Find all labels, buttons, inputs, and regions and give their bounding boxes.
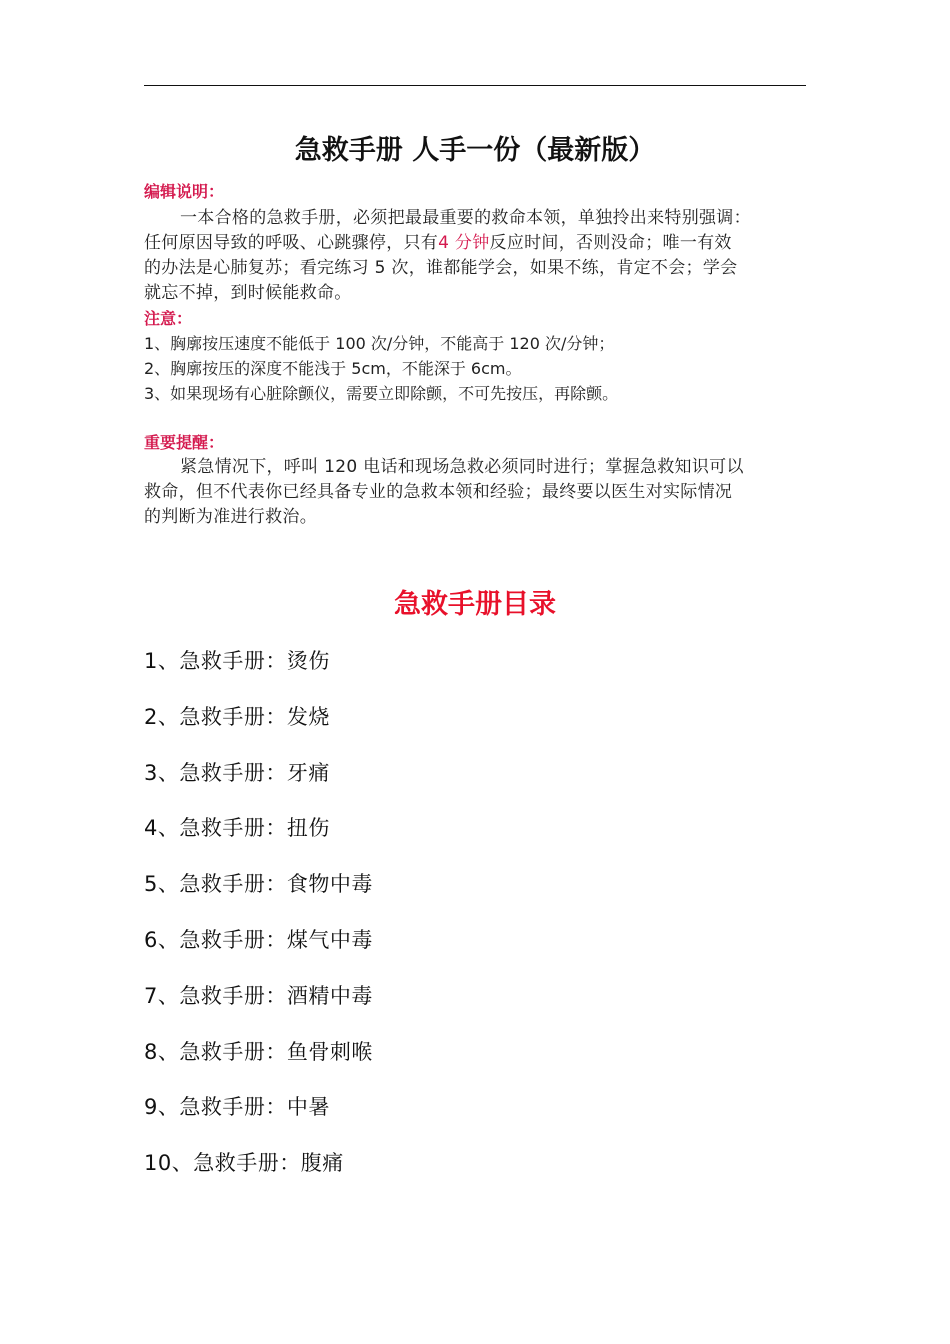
editor-note-line: 就忘不掉，到时候能救命。 xyxy=(144,283,352,303)
reminder-line: 的判断为准进行救治。 xyxy=(144,507,317,527)
editor-note-line: 任何原因导致的呼吸、心跳骤停，只有4 分钟反应时间，否则没命；唯一有效 xyxy=(144,233,732,253)
toc-list xyxy=(144,644,806,1202)
toc-item-toothache[interactable]: 3、急救手册：牙痛 xyxy=(144,760,330,785)
attention-item: 2、胸廓按压的深度不能浅于 5cm，不能深于 6cm。 xyxy=(144,359,522,378)
attention-label: 注意： xyxy=(144,309,193,328)
four-minutes-highlight: 4 分钟 xyxy=(438,233,490,253)
toc-item-fever[interactable]: 2、急救手册：发烧 xyxy=(144,704,330,729)
editor-note-label: 编辑说明： xyxy=(144,182,225,201)
toc-item-gas-poisoning[interactable]: 6、急救手册：煤气中毒 xyxy=(144,927,373,952)
reminder-line: 救命，但不代表你已经具备专业的急救本领和经验；最终要以医生对实际情况 xyxy=(144,482,733,502)
toc-item-sprain[interactable]: 4、急救手册：扭伤 xyxy=(144,816,330,841)
page-title: 急救手册 人手一份（最新版） xyxy=(294,135,656,166)
editor-note-body xyxy=(144,206,806,306)
editor-note-line: 一本合格的急救手册，必须把最最重要的救命本领，单独拎出来特别强调： xyxy=(180,208,751,228)
toc-item-heatstroke[interactable]: 9、急救手册：中暑 xyxy=(144,1095,330,1120)
toc-title: 急救手册目录 xyxy=(394,589,556,620)
toc-item-abdominal-pain[interactable]: 10、急救手册：腹痛 xyxy=(144,1151,344,1176)
attention-item: 1、胸廓按压速度不能低于 100 次/分钟，不能高于 120 次/分钟； xyxy=(144,334,615,353)
attention-list xyxy=(144,331,806,406)
attention-item: 3、如果现场有心脏除颤仪，需要立即除颤，不可先按压，再除颤。 xyxy=(144,384,619,403)
toc-item-burns[interactable]: 1、急救手册：烫伤 xyxy=(144,649,330,673)
toc-item-alcohol-poisoning[interactable]: 7、急救手册：酒精中毒 xyxy=(144,983,373,1008)
toc-item-fishbone[interactable]: 8、急救手册：鱼骨刺喉 xyxy=(144,1039,373,1064)
reminder-line: 紧急情况下，呼叫 120 电话和现场急救必须同时进行；掌握急救知识可以 xyxy=(180,457,744,477)
toc-item-food-poisoning[interactable]: 5、急救手册：食物中毒 xyxy=(144,872,373,897)
reminder-label: 重要提醒： xyxy=(144,433,225,452)
editor-note-line: 的办法是心肺复苏；看完练习 5 次，谁都能学会，如果不练，肯定不会；学会 xyxy=(144,258,738,278)
reminder-body xyxy=(144,455,806,530)
header-divider xyxy=(144,85,806,86)
